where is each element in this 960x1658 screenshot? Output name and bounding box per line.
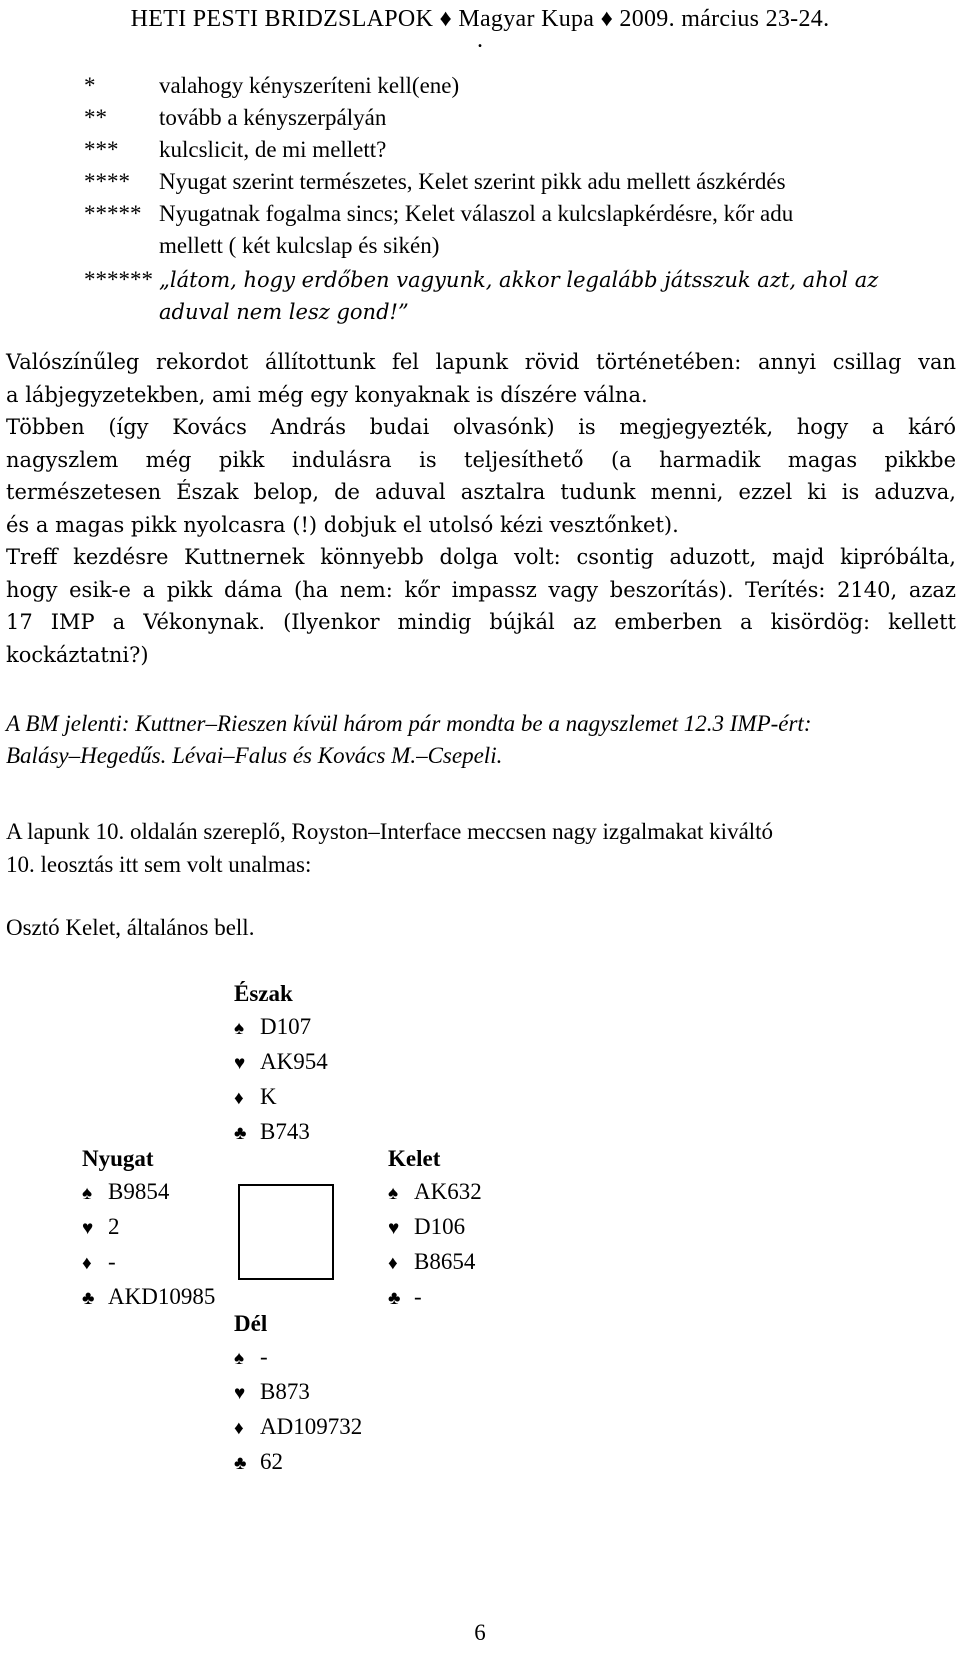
spade-row bbox=[234, 1340, 362, 1375]
diamond-row bbox=[388, 1245, 482, 1280]
club-icon: ♣ bbox=[388, 1288, 401, 1309]
paragraph-line: a lábjegyzetekben, ami még egy konyaknak is díszére válna. bbox=[6, 382, 648, 407]
club-cards: AKD10985 bbox=[108, 1284, 216, 1309]
footnote-marker: * bbox=[84, 73, 96, 98]
club-icon: ♣ bbox=[234, 1453, 247, 1474]
paragraph-line: természetesen Észak belop, de aduval asztalra tudunk menni, ezzel ki is aduzva, bbox=[6, 480, 956, 504]
spade-icon: ♠ bbox=[388, 1183, 399, 1204]
hand-north bbox=[234, 977, 328, 1150]
intro-line: 10. leosztás itt sem volt unalmas: bbox=[6, 851, 312, 877]
spade-cards: D107 bbox=[260, 1014, 312, 1039]
paragraph-record bbox=[6, 346, 956, 411]
footnote-text: tovább a kényszerpályán bbox=[159, 105, 387, 130]
footnote-marker: ** bbox=[84, 105, 107, 130]
spade-row bbox=[388, 1175, 482, 1210]
diamond-cards: - bbox=[108, 1249, 116, 1274]
card-table bbox=[238, 1184, 334, 1280]
paragraph-kovacs bbox=[6, 411, 956, 541]
club-cards: B743 bbox=[260, 1119, 310, 1144]
heart-cards: AK954 bbox=[260, 1049, 328, 1074]
diamond-cards: B8654 bbox=[414, 1249, 476, 1274]
heart-icon: ♥ bbox=[82, 1218, 94, 1239]
heart-cards: D106 bbox=[414, 1214, 466, 1239]
hand-name: Nyugat bbox=[82, 1146, 154, 1171]
diamond-icon: ♦ bbox=[388, 1253, 398, 1274]
diamond-icon: ♦ bbox=[82, 1253, 92, 1274]
diamond-cards: AD109732 bbox=[260, 1414, 363, 1439]
footnote-text: kulcslicit, de mi mellett? bbox=[159, 137, 387, 162]
heart-row bbox=[234, 1045, 328, 1080]
heart-icon: ♥ bbox=[234, 1383, 246, 1404]
footnote-marker: ****** bbox=[84, 267, 153, 292]
diamond-row bbox=[234, 1410, 362, 1445]
heart-row bbox=[388, 1210, 482, 1245]
spade-icon: ♠ bbox=[234, 1348, 245, 1369]
club-cards: - bbox=[414, 1284, 422, 1309]
header-dot: . bbox=[477, 27, 483, 53]
diamond-row bbox=[234, 1080, 328, 1115]
page-number: 6 bbox=[474, 1620, 486, 1645]
footnote-text: „látom, hogy erdőben vagyunk, akkor legalább játsszuk azt, ahol az bbox=[159, 268, 879, 292]
hand-south bbox=[234, 1307, 362, 1480]
diamond-icon: ♦ bbox=[234, 1418, 244, 1439]
footnote-marker: *** bbox=[84, 137, 119, 162]
page-header: HETI PESTI BRIDZSLAPOK ♦ Magyar Kupa ♦ 2009. március 23-24. bbox=[130, 6, 830, 32]
hand-name: Észak bbox=[234, 981, 293, 1006]
spade-row bbox=[234, 1010, 328, 1045]
heart-cards: 2 bbox=[108, 1214, 120, 1239]
footnote-text: valahogy kényszeríteni kell(ene) bbox=[159, 73, 460, 98]
footnote-text: Nyugatnak fogalma sincs; Kelet válaszol a kulcslapkérdésre, kőr adu bbox=[159, 201, 794, 226]
heart-row bbox=[82, 1210, 215, 1245]
bm-line: Balásy–Hegedűs. Lévai–Falus és Kovács M.–Csepeli. bbox=[6, 743, 503, 768]
spade-icon: ♠ bbox=[82, 1183, 93, 1204]
hand-east bbox=[388, 1142, 482, 1315]
bm-line: A BM jelenti: Kuttner–Rieszen kívül három pár mondta be a nagyszlemet 12.3 IMP-ért: bbox=[6, 711, 812, 736]
bm-report bbox=[6, 708, 956, 772]
paragraph-line: Többen (így Kovács András budai olvasónk) is megjegyezték, hogy a káró bbox=[6, 415, 956, 439]
heart-icon: ♥ bbox=[234, 1053, 246, 1074]
hand-west bbox=[82, 1142, 215, 1315]
heart-cards: B873 bbox=[260, 1379, 310, 1404]
club-icon: ♣ bbox=[82, 1288, 95, 1309]
paragraph-line: Valószínűleg rekordot állítottunk fel lapunk rövid történetében: annyi csillag van bbox=[6, 350, 956, 374]
diamond-cards: K bbox=[260, 1084, 277, 1109]
spade-cards: B9854 bbox=[108, 1179, 170, 1204]
deal-info: Osztó Kelet, általános bell. bbox=[6, 915, 255, 940]
footnote-text: Nyugat szerint természetes, Kelet szerint pikk adu mellett ászkérdés bbox=[159, 169, 786, 194]
intro-text bbox=[6, 816, 956, 881]
paragraph-line: és a magas pikk nyolcasra (!) dobjuk el utolsó kézi vesztőnket). bbox=[6, 512, 679, 537]
paragraph-kuttner bbox=[6, 541, 956, 671]
paragraph-line: Treff kezdésre Kuttnernek könnyebb dolga volt: csontig aduzott, majd kipróbálta, bbox=[6, 545, 956, 569]
footnote-marker: **** bbox=[84, 169, 130, 194]
hand-name: Dél bbox=[234, 1311, 268, 1336]
heart-icon: ♥ bbox=[388, 1218, 400, 1239]
footnote-text: aduval nem lesz gond!” bbox=[159, 300, 409, 324]
paragraph-line: kockáztatni?) bbox=[6, 642, 149, 667]
club-row bbox=[234, 1115, 328, 1150]
diamond-icon: ♦ bbox=[234, 1088, 244, 1109]
footnote-text: mellett ( két kulcslap és sikén) bbox=[159, 233, 440, 258]
paragraph-line: nagyszlem még pikk indulásra is teljesíthető (a harmadik magas pikkbe bbox=[6, 447, 956, 472]
heart-row bbox=[234, 1375, 362, 1410]
diamond-row bbox=[82, 1245, 215, 1280]
club-cards: 62 bbox=[260, 1449, 283, 1474]
spade-cards: - bbox=[260, 1344, 268, 1369]
footnote-marker: ***** bbox=[84, 201, 142, 226]
paragraph-line: hogy esik-e a pikk dáma (ha nem: kőr impassz vagy beszorítás). Terítés: 2140, azaz bbox=[6, 577, 956, 602]
spade-row bbox=[82, 1175, 215, 1210]
spade-cards: AK632 bbox=[414, 1179, 482, 1204]
paragraph-line: 17 IMP a Vékonynak. (Ilyenkor mindig bújkál az emberben a kisördög: kellett bbox=[6, 610, 956, 634]
hand-name: Kelet bbox=[388, 1146, 441, 1171]
club-row bbox=[388, 1280, 482, 1315]
club-row bbox=[234, 1445, 362, 1480]
club-icon: ♣ bbox=[234, 1123, 247, 1144]
club-row bbox=[82, 1280, 215, 1315]
intro-line: A lapunk 10. oldalán szereplő, Royston–Interface meccsen nagy izgalmakat kiváltó bbox=[6, 819, 774, 844]
spade-icon: ♠ bbox=[234, 1018, 245, 1039]
